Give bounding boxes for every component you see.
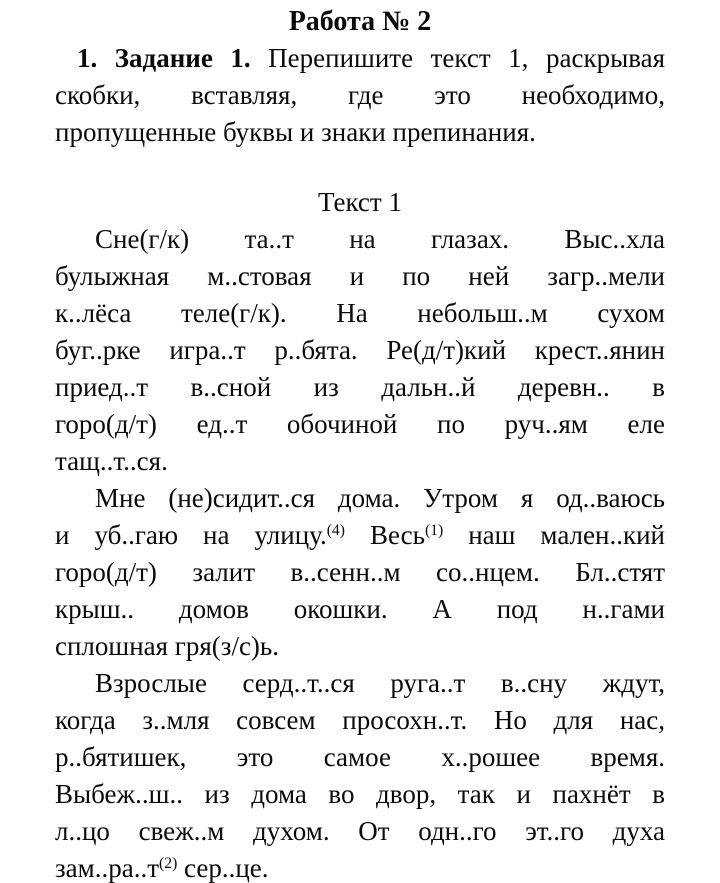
- para2-line-5: сплошная гря(з/с)ь.: [55, 631, 279, 661]
- para3-line-4: Выбеж..ш.. из дома во двор, так и пахнёт в: [55, 779, 665, 809]
- para2-line-4: крыш.. домов окошки. А под н..гами: [55, 594, 665, 624]
- para3-line-5: л..цо свеж..м духом. От одн..го эт..го духа: [55, 816, 665, 846]
- page-title: Работа № 2: [288, 6, 432, 37]
- para1-line-3: к..лёса теле(г/к). На небольш..м сухом: [55, 298, 665, 328]
- para1-line-7: тащ..т..ся.: [55, 446, 168, 476]
- para3-line-6-text: сер..це.: [177, 853, 269, 883]
- para2-line-2-text: наш мален..кий: [443, 520, 665, 550]
- task-line-1: [55, 40, 665, 77]
- para1-line-2: булыжная м..стовая и по ней загр..мели: [55, 261, 665, 291]
- para2-line-2: [55, 517, 665, 554]
- para3-line-2: когда з..мля совсем просохн..т. Но для нас,: [55, 705, 665, 735]
- para2-line-2-text: Весь: [344, 520, 425, 550]
- footnote-marker-2: (2): [159, 855, 178, 873]
- para3-line-6: [55, 850, 665, 883]
- task-number-label: 1. Задание 1.: [77, 43, 251, 73]
- para1-line-5: приед..т в..сной из дальн..й деревн.. в: [55, 372, 665, 402]
- para3-line-3: р..бятишек, это самое х..рошее время.: [55, 742, 665, 772]
- task-line-3: пропущенные буквы и знаки препинания.: [55, 117, 536, 147]
- para3-line-1: Взрослые серд..т..ся руга..т в..сну ждут,: [95, 668, 665, 698]
- para1-line-4: буг..рке игра..т р..бята. Ре(д/т)кий крест..янин: [55, 335, 665, 365]
- task-instruction-part: Перепишите текст 1, раскрывая: [250, 43, 666, 73]
- footnote-marker-4: (4): [326, 522, 345, 540]
- para2-line-3: горо(д/т) залит в..сенн..м со..нцем. Бл..стят: [55, 557, 665, 587]
- para2-line-2-text: и уб..гаю на улицу.: [55, 520, 327, 550]
- para3-line-6-text: зам..ра..т: [55, 853, 160, 883]
- para2-line-1: Мне (не)сидит..ся дома. Утром я од..ваюсь: [95, 483, 665, 513]
- footnote-marker-1: (1): [424, 522, 444, 540]
- task-line-2: скобки, вставляя, где это необходимо,: [55, 80, 665, 110]
- para1-line-1: Сне(г/к) та..т на глазах. Выс..хла: [95, 224, 665, 254]
- text1-heading: Текст 1: [318, 187, 402, 217]
- para1-line-6: горо(д/т) ед..т обочиной по руч..ям еле: [55, 409, 665, 439]
